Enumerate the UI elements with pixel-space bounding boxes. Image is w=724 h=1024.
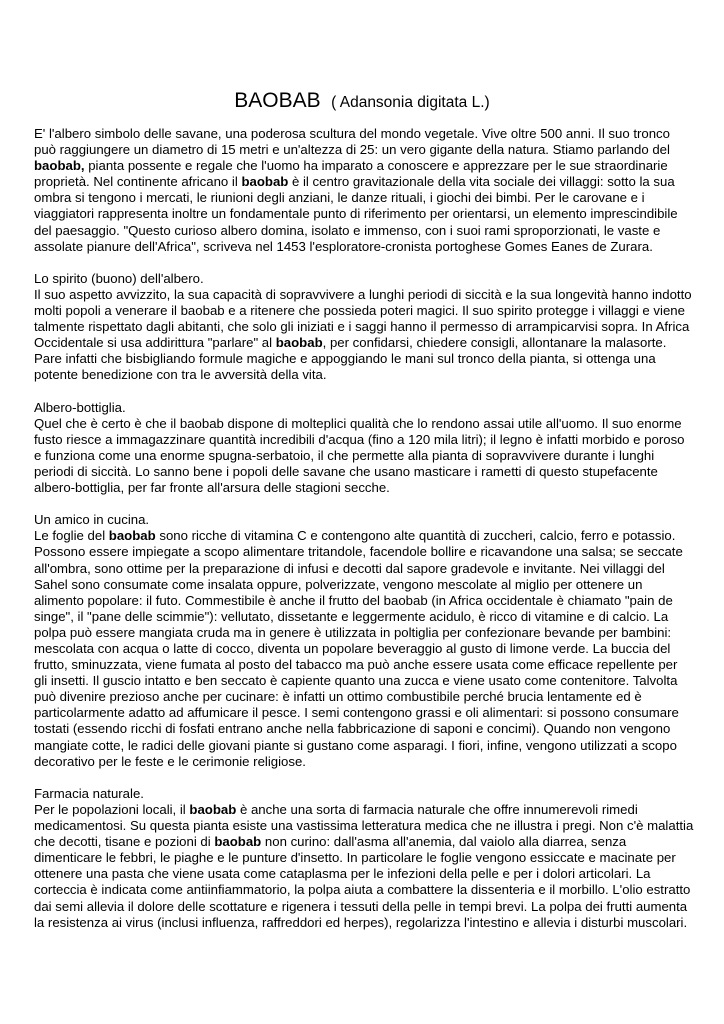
bold-term: baobab xyxy=(214,834,262,850)
section-pharmacy xyxy=(34,786,694,931)
section-spirit xyxy=(34,271,694,384)
section-heading: Farmacia naturale. xyxy=(34,785,144,801)
title-scientific-name: ( Adansonia digitata L.) xyxy=(331,94,490,111)
bold-term: baobab xyxy=(241,174,289,190)
section-heading: Lo spirito (buono) dell'albero. xyxy=(34,270,204,286)
document-title xyxy=(0,86,724,118)
bold-term: baobab xyxy=(189,801,237,817)
section-text: Le foglie del baobab sono ricche di vitamina C e contengono alte quantità di zuccheri, calcio, ferro e potassio. Possono essere impiegate a scopo alimentare tritandole, facendole bollire e ricavandone una salsa; se seccate all'ombra, sono ottime per la preparazione di infusi e decotti dal sapore gradevole e invitante. Nei villaggi del Sahel sono consumate come insalata oppure, polverizzate, vengono mescolate al miglio per ottenere un alimento popolare: il futo. Commestibile è anche il frutto del baobab (in Africa occidentale è chiamato "pain de singe", il "pane delle scimmie"): vellutato, dissetante e leggermente acidulo, è ricco di vitamine e di calcio. La polpa può essere mangiata cruda ma in genere è utilizzata in poltiglia per confezionare bevande per bambini: mescolata con acqua o latte di cocco, diventa un popolare beveraggio al gusto di limone verde. La buccia del frutto, sminuzzata, viene fumata al posto del tabacco ma può anche essere usata come efficace repellente per gli insetti. Il guscio intatto e ben seccato è capiente quanto una zucca e viene usato come contenitore. Talvolta può divenire prezioso anche per cucinare: è infatti un ottimo combustibile perché brucia lentamente ed è particolarmente adatto ad affumicare il pesce. I semi contengono grassi e oli alimentari: si possono consumare tostati (essendo ricchi di fosfati entrano anche nella fabbricazione di saponi e concimi). Quando non vengono mangiate cotte, le radici delle giovani piante si gustano come asparagi. I fiori, infine, vengono utilizzati a scopo decorativo per le feste e le cerimonie religiose. xyxy=(34,528,683,769)
section-text: Per le popolazioni locali, il baobab è anche una sorta di farmacia naturale che offre innumerevoli rimedi medicamentosi. Su questa pianta esiste una vastissima letteratura medica che ne illustra i pregi. Non c'è malattia che decotti, tisane e pozioni di baobab non curino: dall'asma all'anemia, dal vaiolo alla diarrea, senza dimenticare le febbri, le piaghe e le punture d'insetto. In particolare le foglie vengono essiccate e macinate per ottenere una pasta che viene usata come cataplasma per le infezioni della pelle e per i dolori articolari. La corteccia è indicata come antiinfiammatorio, la polpa aiuta a combattere la dissenteria e il morbillo. L'olio estratto dai semi allevia il dolore delle scottature e rigenera i tessuti della pelle in tempi brevi. La polpa dei frutti aumenta la resistenza ai virus (inclusi influenza, raffreddori ed herpes), regolarizza l'intestino e allevia i disturbi muscolari. xyxy=(34,801,694,930)
bold-term: baobab xyxy=(108,528,156,544)
section-heading: Un amico in cucina. xyxy=(34,512,150,528)
section-text: E' l'albero simbolo delle savane, una poderosa scultura del mondo vegetale. Vive oltre 500 anni. Il suo tronco può raggiungere un diametro di 15 metri e un'altezza di 25: un vero gigante della natura. Stiamo parlando del baobab, pianta possente e regale che l'uomo ha imparato a conoscere e apprezzare per le sue straordinarie proprietà. Nel continente africano il baobab è il centro gravitazionale della vita sociale dei villaggi: sotto la sua ombra si tengono i mercati, le riunioni degli anziani, le danze rituali, i giochi dei bimbi. Per le carovane e i viaggiatori rappresenta inoltre un fondamentale punto di riferimento per orientarsi, un elemento imprescindibile del paesaggio. "Questo curioso albero domina, isolato e immenso, con i suoi rami sproporzionati, le vaste e assolate pianure dell'Africa", scriveva nel 1453 l'esploratore-cronista portoghese Gomes Eanes de Zurara. xyxy=(34,126,678,254)
bold-term: baobab, xyxy=(34,158,85,174)
section-text: Quel che è certo è che il baobab dispone di molteplici qualità che lo rendono assai utile all'uomo. Il suo enorme fusto riesce a immagazzinare quantità incredibili d'acqua (fino a 120 mila litri); il legno è infatti morbido e poroso e funziona come una enorme spugna-serbatoio, il che permette alla pianta di sopravvivere durante i lunghi periodi di siccità. Lo sanno bene i popoli delle savane che usano masticare i rametti di questo stupefacente albero-bottiglia, per far fronte all'arsura delle stagioni secche. xyxy=(34,415,685,496)
section-bottle-tree xyxy=(34,400,694,497)
section-heading: Albero-bottiglia. xyxy=(34,399,126,415)
document-body xyxy=(34,126,694,947)
section-intro xyxy=(34,126,694,255)
title-main: BAOBAB xyxy=(234,89,321,112)
bold-term: baobab xyxy=(275,335,323,351)
section-kitchen xyxy=(34,512,694,770)
section-text: Il suo aspetto avvizzito, la sua capacità di sopravvivere a lunghi periodi di siccità e la sua longevità hanno indotto molti popoli a venerare il baobab e a ritenere che possieda poteri magici. Il suo spirito protegge i villaggi e viene talmente rispettato dagli abitanti, che solo gli iniziati e i saggi hanno il permesso di arrampicarvisi sopra. In Africa Occidentale si usa addirittura "parlare" al baobab, per confidarsi, chiedere consigli, allontanare la malasorte. Pare infatti che bisbigliando formule magiche e appoggiando le mani sul tronco della pianta, si ottenga una potente benedizione con tra le avversità della vita. xyxy=(34,286,692,383)
